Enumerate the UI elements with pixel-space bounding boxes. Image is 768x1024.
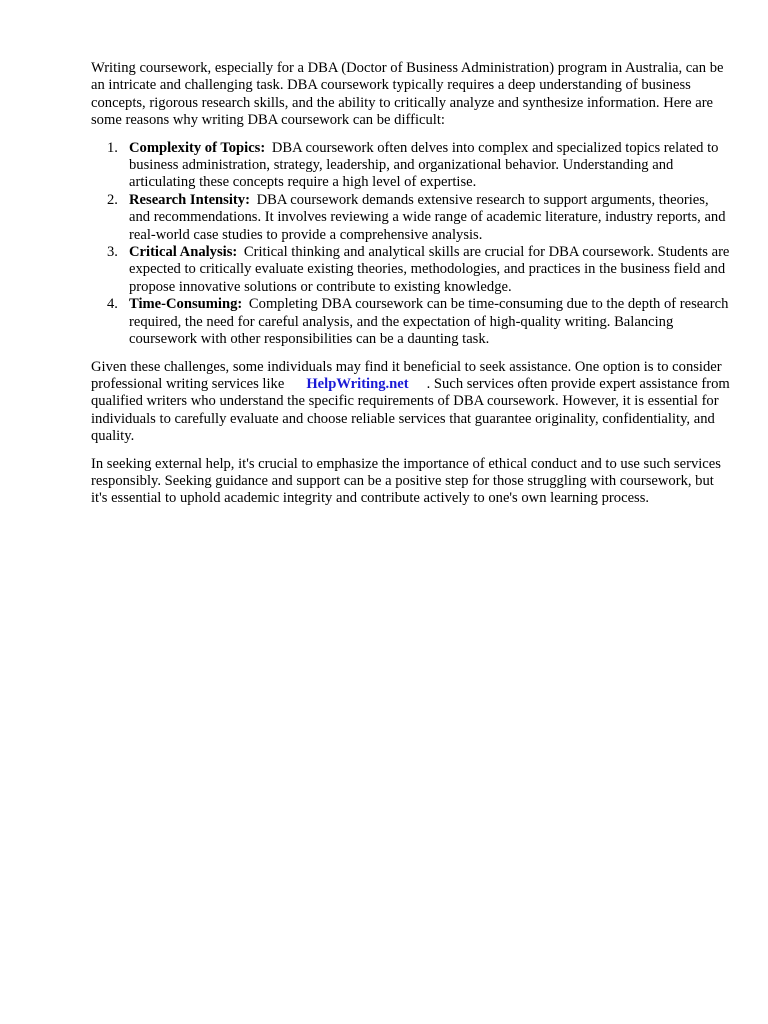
assistance-text-after: . Such services often provide expert assistance from qualified writers who understand the specific requirements of DBA coursework. However, it is essential for individuals to carefully evaluate and choose reliable services that guarantee originality, confidentiality, and quality. — [91, 375, 730, 445]
list-term: Critical Analysis: — [129, 244, 238, 261]
intro-paragraph: Writing coursework, especially for a DBA (Doctor of Business Administration) program in Australia, can be an intricate and challenging task. DBA coursework typically requires a deep understanding of business concepts, rigorous research skills, and the ability to critically analyze and synthesize information. Here are some reasons why writing DBA coursework can be difficult: — [91, 60, 724, 129]
list-item — [91, 296, 731, 348]
list-text: Completing DBA coursework can be time-consuming due to the depth of research required, the need for careful analysis, and the expectation of high-quality writing. Balancing coursework with other responsibilities can be a daunting task. — [129, 296, 729, 348]
list-text: DBA coursework demands extensive research to support arguments, theories, and recommendations. It involves reviewing a wide range of academic literature, industry reports, and real-world case studies to provide a comprehensive analysis. — [129, 191, 726, 243]
list-number: 3. — [107, 244, 118, 261]
helpwriting-link[interactable]: HelpWriting.net — [306, 375, 409, 392]
document-page — [91, 60, 731, 508]
list-text: Critical thinking and analytical skills are crucial for DBA coursework. Students are expected to critically evaluate existing theories, methodologies, and practices in the business field and propose innovative solutions or contribute to existing knowledge. — [129, 244, 730, 295]
list-item — [91, 244, 731, 296]
difficulty-list — [91, 140, 731, 349]
list-number: 2. — [107, 191, 118, 208]
ethics-paragraph: In seeking external help, it's crucial to emphasize the importance of ethical conduct and to use such services responsibly. Seeking guidance and support can be a positive step for those struggling with coursework, but it's essential to uphold academic integrity and contribute actively to one's own learning process. — [91, 455, 721, 507]
assistance-text-before: Given these challenges, some individuals may find it beneficial to seek assistance. One option is to consider professional writing services like — [91, 358, 722, 392]
list-item — [91, 192, 731, 244]
list-term: Complexity of Topics: — [129, 139, 266, 156]
list-term: Time-Consuming: — [129, 296, 243, 313]
list-item — [91, 140, 731, 192]
list-number: 1. — [107, 139, 118, 156]
assistance-paragraph — [91, 359, 731, 446]
list-number: 4. — [107, 296, 118, 313]
list-term: Research Intensity: — [129, 191, 250, 208]
list-text: DBA coursework often delves into complex and specialized topics related to business administration, strategy, leadership, and organizational behavior. Understanding and articulating these concepts require a high level of expertise. — [129, 139, 719, 191]
